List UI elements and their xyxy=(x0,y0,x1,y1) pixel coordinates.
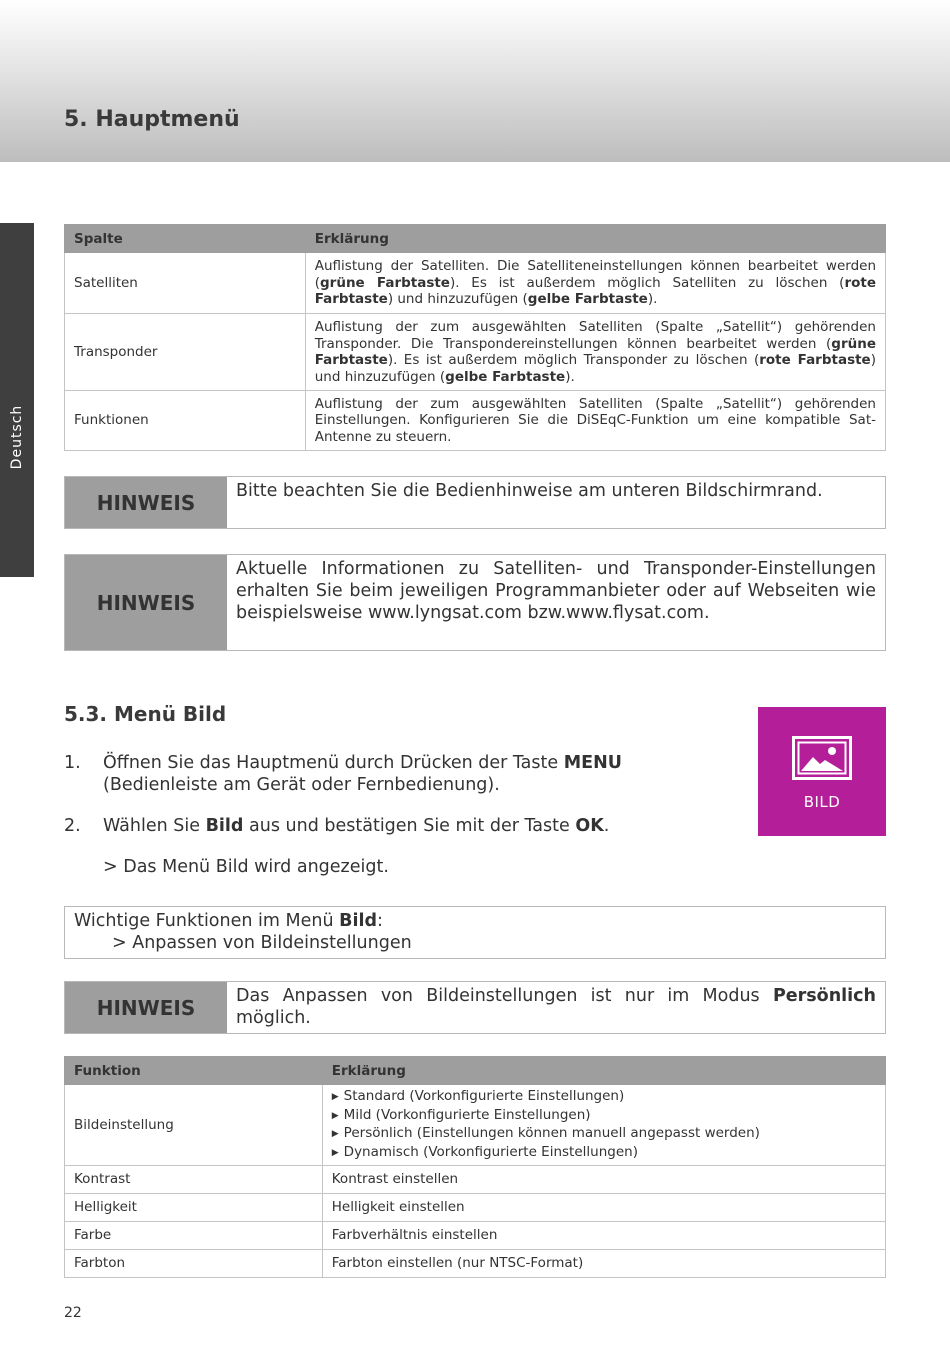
page-number: 22 xyxy=(64,1305,82,1321)
funcbox-menu-name: Bild xyxy=(339,911,377,931)
desc-text: ). xyxy=(565,368,575,385)
row-name: Kontrast xyxy=(65,1166,323,1194)
bildeinstellung-options xyxy=(332,1088,876,1162)
hinweis-label: HINWEIS xyxy=(65,555,227,650)
desc-text: ). Es ist außerdem möglich Transponder zu löschen ( xyxy=(387,352,760,368)
step-text: . xyxy=(603,816,610,836)
row-name: Funktionen xyxy=(65,391,306,451)
language-side-tab xyxy=(0,223,34,577)
desc-text: ) und hinzuzufügen ( xyxy=(387,291,528,308)
color-key-label: gelbe Farbtaste xyxy=(445,368,566,385)
row-desc xyxy=(305,391,885,451)
color-key-label: rote Farbtaste xyxy=(759,352,871,368)
table-row xyxy=(65,1085,886,1166)
tile-label: BILD xyxy=(803,793,841,811)
hinweis-box-bedienhinweise xyxy=(64,476,886,529)
row-name: Satelliten xyxy=(65,253,306,314)
step-number: 1. xyxy=(64,753,81,773)
hinweis-text-part: möglich. xyxy=(236,1008,311,1028)
color-key-label: grüne Farbtaste xyxy=(320,274,450,291)
hinweis-text: Aktuelle Informationen zu Satelliten- und Transponder-Einstellungen erhalten Sie beim jeweiligen Programmanbieter oder auf Webseiten wie beispielsweise www.lyngsat.com bzw.www.flysat.com. xyxy=(236,559,876,623)
hinweis-box-satelliten-info xyxy=(64,554,886,651)
desc-text: Auflistung der Satelliten. Die Satelliteneinstellungen können bearbeitet werden ( xyxy=(314,258,876,291)
language-label: Deutsch xyxy=(9,404,25,470)
hinweis-text: Bitte beachten Sie die Bedienhinweise am unteren Bildschirmrand. xyxy=(236,481,823,501)
wichtige-funktionen-box xyxy=(64,906,886,959)
row-name: Farbton xyxy=(65,1250,323,1278)
key-ok: OK xyxy=(575,816,604,836)
desc-text: ). xyxy=(647,291,658,308)
row-desc xyxy=(305,253,885,314)
section-title: 5.3. Menü Bild xyxy=(64,702,227,726)
satellite-columns-table xyxy=(64,224,886,451)
funcbox-text: Wichtige Funktionen im Menü xyxy=(74,911,340,931)
page-title: 5. Hauptmenü xyxy=(64,107,240,132)
color-key-label: rote Farbtaste xyxy=(314,274,876,308)
row-name: Farbe xyxy=(65,1222,323,1250)
funcbox-colon: : xyxy=(376,911,383,931)
hinweis-label: HINWEIS xyxy=(65,477,227,528)
list-item: ▶ Persönlich (Einstellungen können manuell angepasst werden) xyxy=(332,1125,876,1144)
row-name: Bildeinstellung xyxy=(65,1085,323,1166)
list-item: ▶ Mild (Vorkonfigurierte Einstellungen) xyxy=(332,1107,876,1126)
menu-name-bild: Bild xyxy=(205,816,244,836)
row-name: Helligkeit xyxy=(65,1194,323,1222)
row-desc: Helligkeit einstellen xyxy=(322,1194,885,1222)
table-row xyxy=(65,1166,886,1194)
step-text-cont: (Bedienleiste am Gerät oder Fernbedienung). xyxy=(103,775,500,795)
step-number: 2. xyxy=(64,816,81,836)
list-item: ▶ Standard (Vorkonfigurierte Einstellungen) xyxy=(332,1088,876,1107)
row-name: Transponder xyxy=(65,314,306,391)
hinweis-box-persoenlich xyxy=(64,981,886,1034)
step-1 xyxy=(64,752,724,796)
instruction-steps xyxy=(64,752,724,878)
table-row xyxy=(65,1194,886,1222)
row-desc: Kontrast einstellen xyxy=(322,1166,885,1194)
column-header-spalte: Spalte xyxy=(65,225,306,253)
modus-persoenlich: Persönlich xyxy=(772,986,876,1006)
table-row xyxy=(65,1222,886,1250)
hinweis-label: HINWEIS xyxy=(65,982,227,1033)
color-key-label: gelbe Farbtaste xyxy=(527,291,648,308)
row-desc xyxy=(305,314,885,391)
key-menu: MENU xyxy=(563,753,622,773)
desc-text: Auflistung der zum ausgewählten Satelliten (Spalte „Satellit“) gehörenden Einstellungen. Konfigurieren Sie die DiSEqC-Funktion um eine kompatible Sat-Antenne zu steuern. xyxy=(314,395,876,445)
hinweis-text-part: Das Anpassen von Bildeinstellungen ist nur im Modus xyxy=(236,986,773,1006)
color-key-label: grüne Farbtaste xyxy=(314,335,876,368)
column-header-erklaerung: Erklärung xyxy=(322,1057,885,1085)
column-header-funktion: Funktion xyxy=(65,1057,323,1085)
column-header-erklaerung: Erklärung xyxy=(305,225,885,253)
step-text: Öffnen Sie das Hauptmenü durch Drücken der Taste xyxy=(103,753,564,773)
hinweis-text xyxy=(227,982,885,1033)
step-result: > Das Menü Bild wird angezeigt. xyxy=(103,857,389,877)
funcbox-item: > Anpassen von Bildeinstellungen xyxy=(112,933,412,953)
table-row xyxy=(65,253,886,314)
row-desc: Farbverhältnis einstellen xyxy=(322,1222,885,1250)
row-desc: Farbton einstellen (nur NTSC-Format) xyxy=(322,1250,885,1278)
image-icon xyxy=(792,736,852,780)
desc-text: ). Es ist außerdem möglich Satelliten zu löschen ( xyxy=(449,274,845,291)
table-row xyxy=(65,391,886,451)
step-text: aus und bestätigen Sie mit der Taste xyxy=(243,816,576,836)
page-header xyxy=(0,0,950,162)
row-desc xyxy=(322,1085,885,1166)
list-item: ▶ Dynamisch (Vorkonfigurierte Einstellungen) xyxy=(332,1144,876,1163)
step-2 xyxy=(64,815,724,837)
bild-menu-tile xyxy=(758,707,886,836)
bild-functions-table xyxy=(64,1056,886,1278)
step-text: Wählen Sie xyxy=(103,816,206,836)
table-row xyxy=(65,314,886,391)
desc-text: Auflistung der zum ausgewählten Satelliten (Spalte „Satellit“) gehörenden Transponder. Die Transpondereinstellungen können bearbeitet werden ( xyxy=(314,319,876,352)
desc-text: ) und hinzuzufügen ( xyxy=(314,352,876,385)
table-row xyxy=(65,1250,886,1278)
